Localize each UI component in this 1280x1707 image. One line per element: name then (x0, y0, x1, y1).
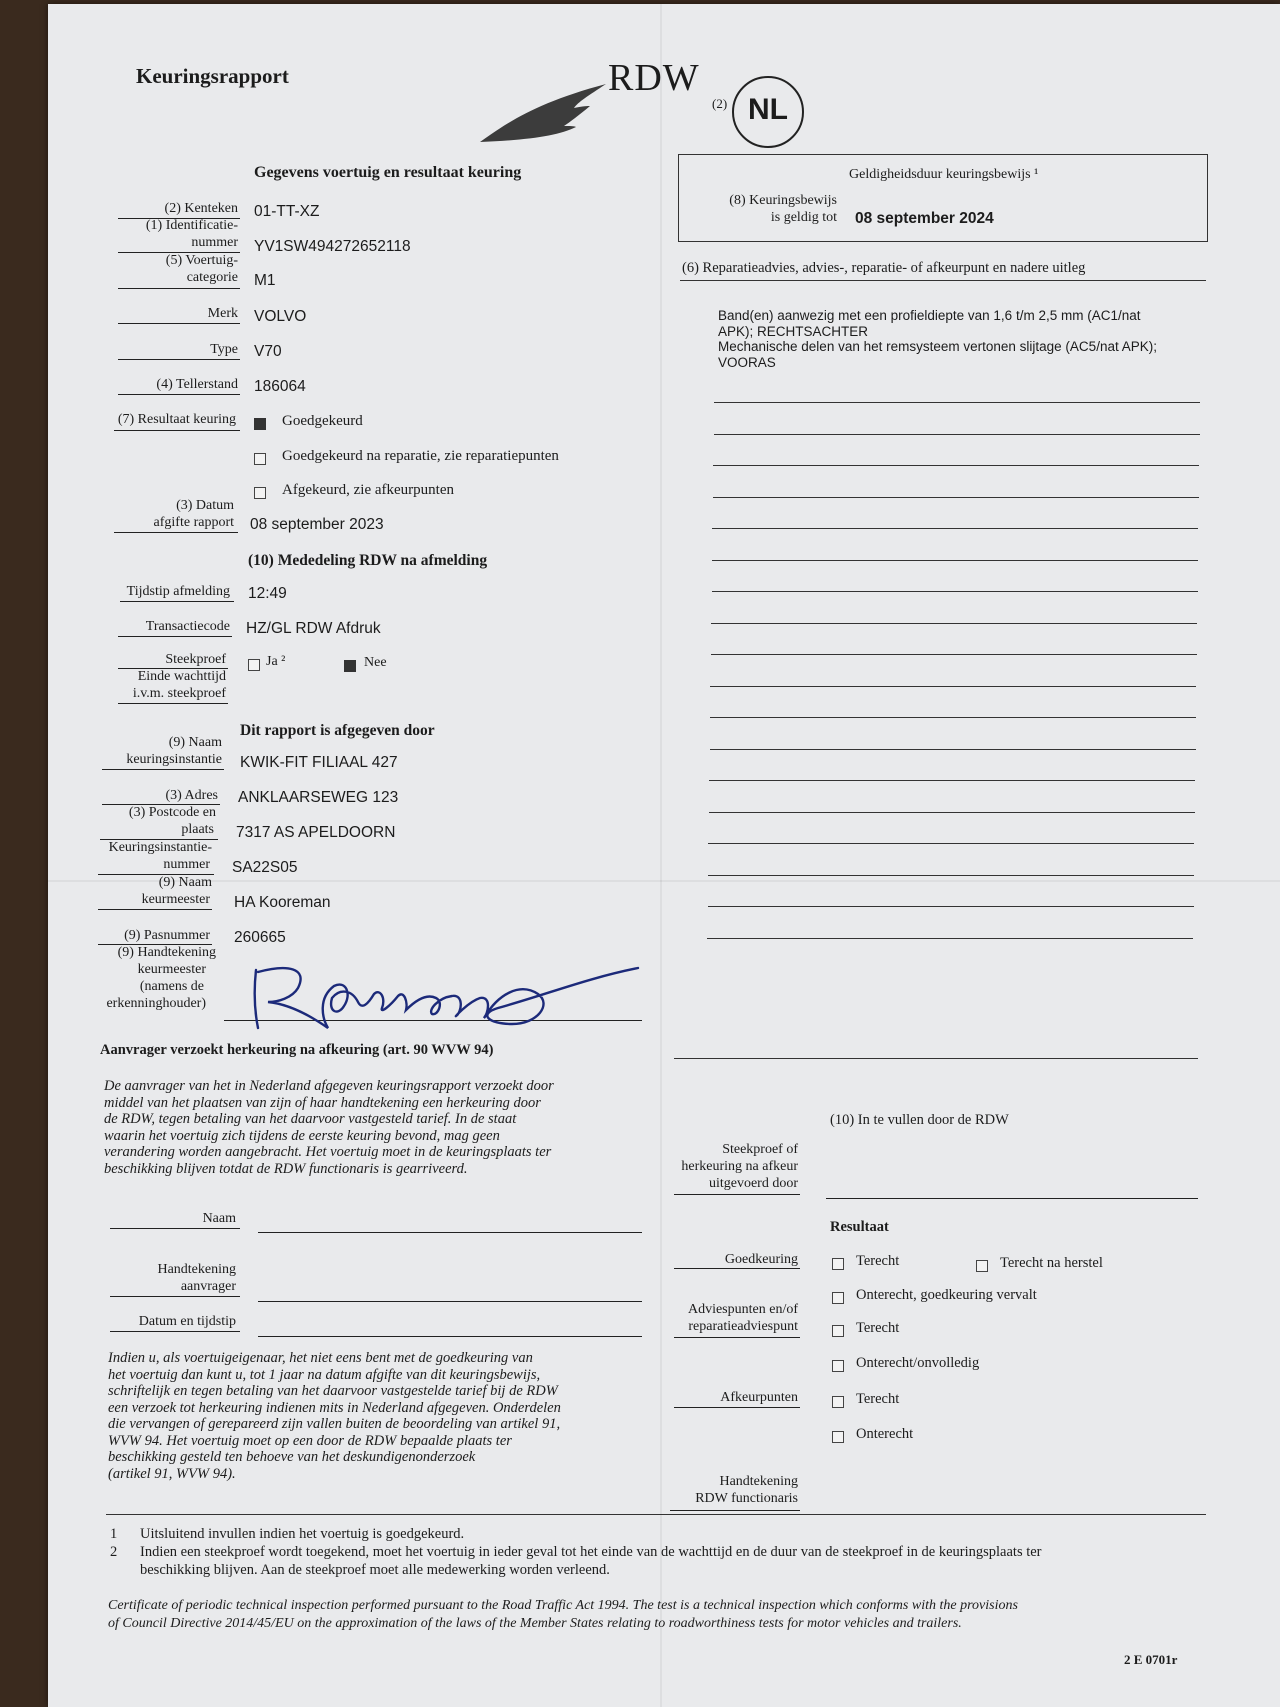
value-transactiecode: HZ/GL RDW Afdruk (246, 620, 381, 637)
advies-line: Mechanische delen van het remsysteem vertonen slijtage (AC5/nat APK); (718, 339, 1157, 354)
label-merk: Merk (207, 306, 238, 321)
label-postcode-1: (3) Postcode en (128, 805, 216, 820)
advies-ruled-line (707, 938, 1193, 939)
advies-ruled-line (712, 560, 1198, 561)
label-handtekening-aanvrager-2: aanvrager (180, 1279, 236, 1294)
label-datum-2: afgifte rapport (153, 515, 234, 530)
checkbox-advies-terecht[interactable] (832, 1325, 844, 1337)
section-title-vehicle: Gegevens voertuig en resultaat keuring (254, 164, 522, 181)
underline (670, 1510, 800, 1511)
underline (118, 636, 232, 637)
certificate-text-2: of Council Directive 2014/45/EU on the approximation of the laws of the Member States relating to roadworthiness tests for motor vehicles and trailers. (108, 1616, 962, 1631)
herkeuring-text-line: de RDW, tegen betaling van het daarvoor vastgesteld tarief. In de staat (104, 1111, 517, 1127)
label-adres: (3) Adres (165, 788, 218, 803)
option-goedgekeurd-na-reparatie: Goedgekeurd na reparatie, zie reparatiepunten (282, 448, 559, 464)
geldig-label-2: is geldig tot (770, 210, 837, 225)
underline (110, 1331, 240, 1332)
certificate-text-1: Certificate of periodic technical inspection performed pursuant to the Road Traffic Act 1994. The test is a technical inspection which conforms with the provisions (108, 1598, 1018, 1613)
value-type: V70 (254, 343, 282, 360)
advies-ruled-line (714, 402, 1200, 403)
value-adres: ANKLAARSEWEG 123 (238, 789, 399, 806)
option-afkeur-terecht: Terecht (856, 1391, 900, 1407)
label-keurmeester-1: (9) Naam (158, 875, 212, 890)
label-pasnummer: (9) Pasnummer (124, 928, 210, 943)
label-handtekening-4: erkenninghouder) (106, 996, 206, 1011)
advies-text (718, 308, 1157, 370)
herkeuring-text2-line: WVW 94. Het voertuig moet op een door de RDW bepaalde plaats ter (108, 1432, 512, 1449)
label-datum-tijdstip: Datum en tijdstip (138, 1314, 236, 1329)
section-title-mededeling: (10) Mededeling RDW na afmelding (248, 552, 488, 569)
label-steekproef: Steekproef (165, 652, 226, 667)
option-afkeur-onterecht: Onterecht (856, 1426, 914, 1442)
option-nee: Nee (364, 655, 387, 670)
checkbox-onterecht-onvolledig[interactable] (832, 1360, 844, 1372)
nl-circle-badge (732, 76, 804, 148)
advies-line: APK); RECHTSACHTER (718, 323, 869, 339)
label-inst-nr-1: Keuringsinstantie- (108, 840, 212, 855)
herkeuring-text2-line: Indien u, als voertuigeigenaar, het niet eens bent met de goedkeuring van (108, 1350, 533, 1366)
paper-fold-horizontal (48, 880, 1280, 882)
herkeuring-text2-line: een verzoek tot herkeuring indienen mits in Nederland afgegeven. Onderdelen (108, 1399, 561, 1416)
advies-ruled-line (711, 654, 1197, 655)
resultaat-heading: Resultaat (830, 1219, 889, 1235)
label-ident-1: (1) Identificatie- (145, 218, 238, 233)
nl-text: NL (748, 93, 788, 126)
underline (114, 532, 238, 533)
underline (674, 1337, 800, 1338)
value-postcode: 7317 AS APELDOORN (236, 824, 396, 841)
underline (102, 769, 224, 770)
underline (110, 1296, 240, 1297)
rdw-superscript: (2) (712, 96, 728, 111)
underline (118, 323, 240, 324)
label-einde-2: i.v.m. steekproef (132, 686, 226, 701)
label-handtekening-1: (9) Handtekening (117, 945, 216, 960)
advies-title: (6) Reparatieadvies, advies-, reparatie- of afkeurpunt en nadere uitleg (682, 260, 1086, 276)
label-inst-nr-2: nummer (163, 857, 210, 872)
checkbox-steekproef-nee[interactable] (344, 660, 356, 672)
signature-text: RKooreman (248, 958, 253, 959)
advies-ruled-line (710, 717, 1196, 718)
herkeuring-text-line: beschikking blijven totdat de RDW functionaris is gearriveerd. (104, 1160, 468, 1177)
value-tellerstand: 186064 (254, 378, 306, 395)
checkbox-goedgekeurd[interactable] (254, 418, 266, 430)
herkeuring-text2-line: die vervangen of gerepareerd zijn vallen buiten de beoordeling van artikel 91, (108, 1416, 561, 1432)
herkeuring-text2-line: beschikking gesteld ten behoeve van het deskundigenonderzoek (108, 1449, 476, 1465)
value-merk: VOLVO (254, 308, 307, 325)
advies-ruled-line (708, 875, 1194, 876)
label-handtekening-rdw-2: RDW functionaris (695, 1491, 798, 1506)
option-onterecht-goedkeuring: Onterecht, goedkeuring vervalt (856, 1287, 1037, 1303)
checkbox-terecht-na-herstel[interactable] (976, 1260, 988, 1272)
label-keurmeester-2: keurmeester (141, 892, 210, 907)
signature (248, 958, 648, 1038)
geldigheidsduur-title: Geldigheidsduur keuringsbewijs ¹ (849, 167, 1039, 182)
label-afkeurpunten: Afkeurpunten (720, 1390, 798, 1405)
underline (118, 703, 228, 704)
advies-ruled-line (714, 434, 1200, 435)
label-kenteken: (2) Kenteken (164, 201, 238, 216)
footnote-1: Uitsluitend invullen indien het voertuig is goedgekeurd. (140, 1526, 465, 1542)
advies-ruled-line (709, 812, 1195, 813)
label-handtekening-aanvrager-1: Handtekening (157, 1262, 236, 1277)
footnote-2-number: 2 (110, 1544, 118, 1560)
checkbox-afgekeurd[interactable] (254, 487, 266, 499)
value-kenteken: 01-TT-XZ (254, 203, 320, 220)
label-transactiecode: Transactiecode (145, 619, 230, 634)
herkeuring-text-line: middel van het plaatsen van zijn of haar handtekening een herkeuring door (104, 1094, 541, 1111)
advies-line: VOORAS (718, 354, 776, 370)
option-terecht-na-herstel: Terecht na herstel (1000, 1255, 1103, 1271)
value-keuringsinstantie: KWIK-FIT FILIAAL 427 (240, 754, 398, 771)
geldig-label-1: (8) Keuringsbewijs (729, 193, 837, 208)
geldig-value: 08 september 2024 (855, 210, 994, 227)
footnote-2a: Indien een steekproef wordt toegekend, moet het voertuig in ieder geval tot het einde van de wachttijd en de duur van de steekproef in de keuringsplaats ter (140, 1544, 1042, 1560)
underline (114, 430, 240, 431)
underline (120, 601, 234, 602)
label-categorie-2: categorie (186, 270, 238, 285)
advies-ruled-line (710, 749, 1196, 750)
underline (118, 359, 240, 360)
herkeuring-text-line: verandering worden aangebracht. Het voertuig moet in de keuringsplaats ter (104, 1144, 552, 1160)
advies-title-underline (680, 280, 1206, 281)
herkeuring-text (104, 1078, 554, 1177)
label-datum-1: (3) Datum (176, 498, 234, 513)
label-handtekening-3: (namens de (139, 979, 204, 994)
footer-divider (106, 1514, 1206, 1515)
label-einde-1: Einde wachttijd (137, 669, 226, 684)
option-onterecht-onvolledig: Onterecht/onvolledig (856, 1355, 980, 1371)
option-afgekeurd: Afgekeurd, zie afkeurpunten (282, 482, 455, 498)
label-type: Type (210, 342, 238, 357)
advies-ruled-line (710, 686, 1196, 687)
herkeuring-right-line (674, 1058, 1198, 1059)
label-steekproef-of-3: uitgevoerd door (708, 1176, 798, 1191)
herkeuring-text-line: waarin het voertuig zich tijdens de eerste keuring bevond, mag geen (104, 1127, 500, 1144)
value-datum: 08 september 2023 (250, 516, 384, 533)
advies-ruled-line (711, 623, 1197, 624)
checkbox-afkeur-terecht[interactable] (832, 1396, 844, 1408)
document-title: Keuringsrapport (136, 64, 289, 88)
label-handtekening-2: keurmeester (137, 962, 206, 977)
underline (98, 909, 212, 910)
underline (118, 394, 240, 395)
advies-ruled-line (713, 497, 1199, 498)
section-title-afgegeven: Dit rapport is afgegeven door (240, 722, 435, 739)
geldigheidsduur-box (678, 154, 1208, 242)
label-naam-inst-1: (9) Naam (168, 735, 222, 750)
footnote-2b: beschikking blijven. Aan de steekproef moet alle medewerking worden verleend. (140, 1562, 610, 1578)
handtekening-aanvrager-field[interactable] (258, 1301, 642, 1302)
uitgevoerd-door-field[interactable] (826, 1198, 1198, 1199)
paper-fold-vertical (660, 4, 662, 1707)
label-steekproef-of-1: Steekproef of (722, 1142, 798, 1157)
document-page (48, 4, 1280, 1707)
option-advies-terecht: Terecht (856, 1320, 900, 1336)
checkbox-afkeur-onterecht[interactable] (832, 1431, 844, 1443)
option-goedgekeurd: Goedgekeurd (282, 413, 363, 429)
underline (674, 1407, 800, 1408)
checkbox-goedkeuring-terecht[interactable] (832, 1258, 844, 1270)
label-naam-inst-2: keuringsinstantie (126, 752, 222, 767)
label-handtekening-rdw-1: Handtekening (719, 1474, 798, 1489)
herkeuring-text-line: De aanvrager van het in Nederland afgegeven keuringsrapport verzoekt door (104, 1078, 554, 1094)
label-steekproef-of-2: herkeuring na afkeur (681, 1159, 798, 1174)
label-categorie-1: (5) Voertuig- (165, 253, 238, 268)
herkeuring-text-2 (108, 1350, 561, 1482)
checkbox-goedgekeurd-na-reparatie[interactable] (254, 453, 266, 465)
advies-ruled-line (709, 780, 1195, 781)
value-tijdstip: 12:49 (248, 585, 287, 602)
footnote-1-number: 1 (110, 1526, 118, 1542)
rdw-section-title: (10) In te vullen door de RDW (830, 1112, 1009, 1128)
herkeuring-text2-line: het voertuig dan kunt u, tot 1 jaar na datum afgifte van dit keuringsbewijs, (108, 1366, 541, 1383)
label-adviespunten-2: reparatieadviespunt (688, 1319, 798, 1334)
advies-line: Band(en) aanwezig met een profieldiepte van 1,6 t/m 2,5 mm (AC1/nat (718, 308, 1141, 323)
advies-ruled-line (713, 465, 1199, 466)
label-resultaat: (7) Resultaat keuring (117, 412, 236, 427)
checkbox-onterecht-goedkeuring[interactable] (832, 1292, 844, 1304)
herkeuring-text2-line: (artikel 91, WVW 94). (108, 1465, 236, 1482)
herkeuring-text2-line: schriftelijk en tegen betaling van het daarvoor vastgestelde tarief bij de RDW (108, 1383, 558, 1399)
label-naam-aanvrager: Naam (202, 1211, 236, 1226)
option-goedkeuring-terecht: Terecht (856, 1253, 900, 1269)
underline (110, 1228, 240, 1229)
label-tijdstip: Tijdstip afmelding (126, 584, 230, 599)
value-inst-nr: SA22S05 (232, 859, 298, 876)
value-ident: YV1SW494272652118 (254, 238, 411, 255)
underline (118, 288, 240, 289)
rdw-feather-logo (478, 82, 608, 146)
value-categorie: M1 (254, 272, 276, 289)
label-postcode-2: plaats (181, 822, 214, 837)
underline (674, 1268, 800, 1269)
label-goedkeuring: Goedkeuring (724, 1252, 798, 1267)
advies-ruled-line (712, 528, 1198, 529)
advies-ruled-line (708, 906, 1194, 907)
advies-ruled-line (712, 591, 1198, 592)
herkeuring-title: Aanvrager verzoekt herkeuring na afkeuring (art. 90 WVW 94) (100, 1042, 494, 1058)
rdw-logo-text: RDW (608, 57, 700, 99)
underline (674, 1194, 800, 1195)
advies-ruled-line (708, 843, 1194, 844)
value-pasnummer: 260665 (234, 929, 286, 946)
form-code: 2 E 0701r (1124, 1652, 1178, 1667)
checkbox-steekproef-ja[interactable] (248, 659, 260, 671)
naam-aanvrager-field[interactable] (258, 1232, 642, 1233)
option-ja: Ja ² (266, 654, 286, 669)
label-ident-2: nummer (191, 235, 238, 250)
label-adviespunten-1: Adviespunten en/of (687, 1302, 798, 1317)
value-keurmeester: HA Kooreman (234, 894, 331, 911)
label-tellerstand: (4) Tellerstand (156, 377, 238, 392)
datum-tijdstip-field[interactable] (258, 1336, 642, 1337)
